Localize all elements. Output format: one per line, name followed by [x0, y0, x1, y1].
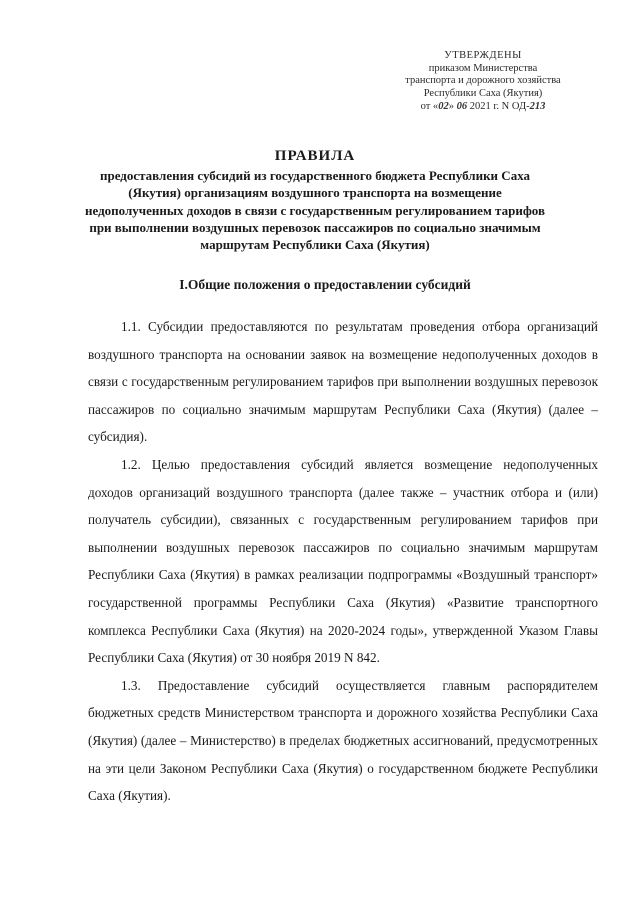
approval-heading: УТВЕРЖДЕНЫ	[444, 50, 522, 61]
date-mid: »	[448, 101, 457, 112]
paragraph-1-3: 1.3. Предоставление субсидий осуществляется главным распорядителем бюджетных средств Министерством транспорта и дорожного хозяйства Республики Саха (Якутия) (далее – Министерство) в пределах бюджетных ассигнований, предусмотренных на эти цели Законом Республики Саха (Якутия) о государственном бюджете Республики Саха (Якутия).	[88, 677, 598, 804]
handwritten-month: 06	[456, 101, 468, 112]
approval-line: Республики Саха (Якутия)	[423, 87, 543, 99]
document-body	[88, 313, 598, 810]
title-subtitle: предоставления субсидий из государственного бюджета Республики Саха (Якутия) организациям воздушного транспорта на возмещение недополученных доходов в связи с государственным регулированием тарифов при выполнении воздушных перевозок пассажиров по социально значимым маршрутам Республики Саха (Якутия)	[84, 168, 546, 253]
date-year: 2021 г. N ОД-	[467, 101, 530, 112]
approval-stamp	[383, 50, 583, 114]
approval-line: приказом Министерства	[428, 62, 538, 74]
title-heading: ПРАВИЛА	[274, 148, 356, 164]
paragraph-1-2: 1.2. Целью предоставления субсидий является возмещение недополученных доходов организаций воздушного транспорта (далее также – участник отбора и (или) получатель субсидии), связанных с государственным регулированием тарифов при выполнении воздушных перевозок пассажиров по социально значимым маршрутам Республики Саха (Якутия) в рамках реализации подпрограммы «Воздушный транспорт» государственной программы Республики Саха (Якутия) «Развитие транспортного комплекса Республики Саха (Якутия) на 2020-2024 годы», утвержденной Указом Главы Республики Саха (Якутия) от 30 ноября 2019 N 842.	[88, 456, 598, 666]
paragraph-1-1: 1.1. Субсидии предоставляются по результатам проведения отбора организаций воздушного транспорта на основании заявок на возмещение недополученных доходов в связи с государственным регулированием тарифов при выполнении воздушных перевозок пассажиров по социально значимым маршрутам Республики Саха (Якутия) (далее – субсидия).	[88, 319, 598, 445]
handwritten-order-number: 213	[529, 101, 546, 112]
approval-date-line	[383, 101, 583, 114]
handwritten-day: 02	[438, 101, 449, 112]
section-heading: I.Общие положения о предоставлении субсидий	[179, 277, 471, 292]
date-prefix: от «	[420, 101, 439, 112]
approval-line: транспорта и дорожного хозяйства	[405, 75, 561, 86]
document-title	[80, 147, 550, 253]
